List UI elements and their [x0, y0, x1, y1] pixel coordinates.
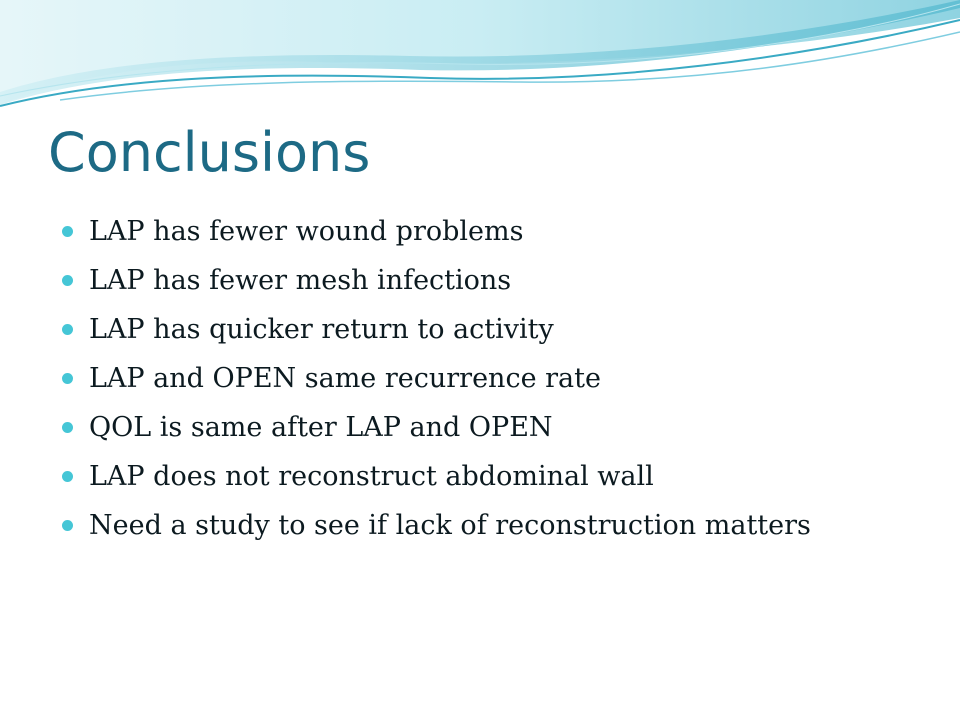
bullet-item: [62, 305, 811, 354]
bullet-item: [62, 256, 811, 305]
bullet-text: LAP has fewer mesh infections: [89, 265, 512, 296]
bullet-text: LAP has fewer wound problems: [89, 216, 524, 247]
bullet-item: [62, 403, 811, 452]
slide-title: Conclusions: [48, 121, 371, 184]
bullet-icon: [62, 324, 73, 335]
bullet-icon: [62, 422, 73, 433]
bullet-text: LAP and OPEN same recurrence rate: [89, 363, 601, 394]
bullet-item: [62, 207, 811, 256]
bullet-icon: [62, 275, 73, 286]
decorative-wave-header: [0, 0, 960, 120]
bullet-icon: [62, 226, 73, 237]
bullet-text: Need a study to see if lack of reconstruction matters: [89, 510, 811, 541]
bullet-text: LAP has quicker return to activity: [89, 314, 554, 345]
bullet-item: [62, 354, 811, 403]
bullet-text: QOL is same after LAP and OPEN: [89, 412, 553, 443]
bullet-list: [62, 207, 811, 550]
bullet-icon: [62, 520, 73, 531]
bullet-item: [62, 501, 811, 550]
bullet-icon: [62, 471, 73, 482]
bullet-icon: [62, 373, 73, 384]
bullet-item: [62, 452, 811, 501]
bullet-text: LAP does not reconstruct abdominal wall: [89, 461, 654, 492]
